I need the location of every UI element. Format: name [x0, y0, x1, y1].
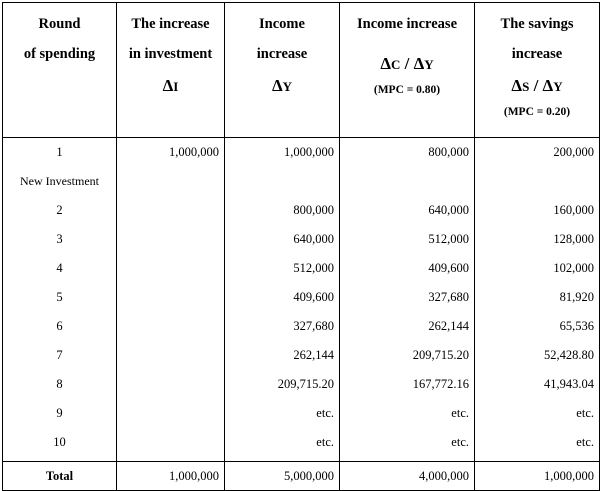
income-cell: 209,715.20 — [277, 377, 334, 391]
inv-cell — [117, 428, 224, 457]
income-column — [225, 138, 340, 462]
header-consumption-symbol: ΔC / ΔY — [380, 54, 434, 73]
body-row — [3, 138, 600, 462]
header-savings-mpc: (MPC = 0.20) — [503, 106, 571, 118]
header-savings-line1: The savings — [500, 16, 574, 32]
savings-cell: 52,428.80 — [544, 348, 594, 362]
round-column — [3, 138, 117, 462]
header-income-symbol: ΔY — [271, 76, 293, 95]
income-cell — [225, 167, 339, 196]
savings-cell: 65,536 — [559, 319, 594, 333]
header-income — [225, 3, 340, 138]
income-cell: 512,000 — [293, 261, 334, 275]
consumption-cell: 640,000 — [428, 203, 469, 217]
inv-cell — [117, 312, 224, 341]
income-cell: 327,680 — [293, 319, 334, 333]
income-cell: 262,144 — [293, 348, 334, 362]
header-consumption — [340, 3, 475, 138]
consumption-cell: etc. — [451, 406, 469, 420]
income-cell: 1,000,000 — [284, 145, 334, 159]
round-cell: New Investment — [20, 174, 99, 188]
consumption-cell: 209,715.20 — [412, 348, 469, 362]
inv-cell — [117, 225, 224, 254]
header-row — [3, 3, 600, 138]
consumption-cell: 512,000 — [428, 232, 469, 246]
round-cell: 7 — [56, 348, 63, 362]
header-income-line2: increase — [256, 46, 308, 62]
consumption-cell: 409,600 — [428, 261, 469, 275]
inv-cell — [117, 399, 224, 428]
savings-cell — [475, 167, 599, 196]
inv-cell — [117, 254, 224, 283]
header-investment — [117, 3, 225, 138]
inv-cell — [117, 341, 224, 370]
total-investment: 1,000,000 — [117, 462, 225, 491]
total-row — [3, 462, 600, 491]
multiplier-table-container — [2, 2, 599, 483]
round-cell: 6 — [56, 319, 63, 333]
round-cell: 9 — [56, 406, 63, 420]
total-income: 5,000,000 — [225, 462, 340, 491]
round-cell: 1 — [56, 145, 63, 159]
header-savings-symbol: ΔS / ΔY — [511, 76, 563, 95]
income-cell: 800,000 — [293, 203, 334, 217]
total-savings: 1,000,000 — [475, 462, 600, 491]
savings-cell: etc. — [576, 406, 594, 420]
savings-cell: 200,000 — [553, 145, 594, 159]
header-investment-line1: The increase — [131, 16, 210, 32]
header-investment-line2: in investment — [128, 46, 213, 62]
savings-cell: 160,000 — [553, 203, 594, 217]
inv-cell — [117, 283, 224, 312]
header-round-line1: Round — [38, 16, 81, 32]
round-cell: 5 — [56, 290, 63, 304]
header-savings-line2: increase — [511, 46, 563, 62]
savings-cell: 81,920 — [559, 290, 594, 304]
header-round — [3, 3, 117, 138]
multiplier-table — [2, 2, 600, 491]
income-cell: etc. — [316, 406, 334, 420]
consumption-cell: 800,000 — [428, 145, 469, 159]
consumption-cell: 262,144 — [428, 319, 469, 333]
inv-cell — [117, 167, 224, 196]
inv-cell — [117, 196, 224, 225]
header-consumption-mpc: (MPC = 0.80) — [373, 84, 441, 96]
header-income-line1: Income — [259, 16, 305, 32]
consumption-cell: etc. — [451, 435, 469, 449]
consumption-cell: 327,680 — [428, 290, 469, 304]
header-investment-symbol: ΔI — [162, 76, 179, 95]
consumption-column — [340, 138, 475, 462]
total-label: Total — [3, 462, 117, 491]
income-cell: etc. — [316, 435, 334, 449]
savings-cell: 102,000 — [553, 261, 594, 275]
savings-cell: etc. — [576, 435, 594, 449]
savings-cell: 41,943.04 — [544, 377, 594, 391]
inv-cell: 1,000,000 — [169, 145, 219, 159]
savings-cell: 128,000 — [553, 232, 594, 246]
inv-cell — [117, 370, 224, 399]
round-cell: 4 — [56, 261, 63, 275]
header-consumption-line1: Income increase — [357, 16, 457, 32]
round-cell: 3 — [56, 232, 63, 246]
round-cell: 2 — [56, 203, 63, 217]
income-cell: 409,600 — [293, 290, 334, 304]
header-savings — [475, 3, 600, 138]
consumption-cell — [340, 167, 474, 196]
total-consumption: 4,000,000 — [340, 462, 475, 491]
savings-column — [475, 138, 600, 462]
header-round-line2: of spending — [23, 46, 96, 62]
income-cell: 640,000 — [293, 232, 334, 246]
investment-column — [117, 138, 225, 462]
round-cell: 10 — [53, 435, 66, 449]
round-cell: 8 — [56, 377, 63, 391]
consumption-cell: 167,772.16 — [412, 377, 469, 391]
